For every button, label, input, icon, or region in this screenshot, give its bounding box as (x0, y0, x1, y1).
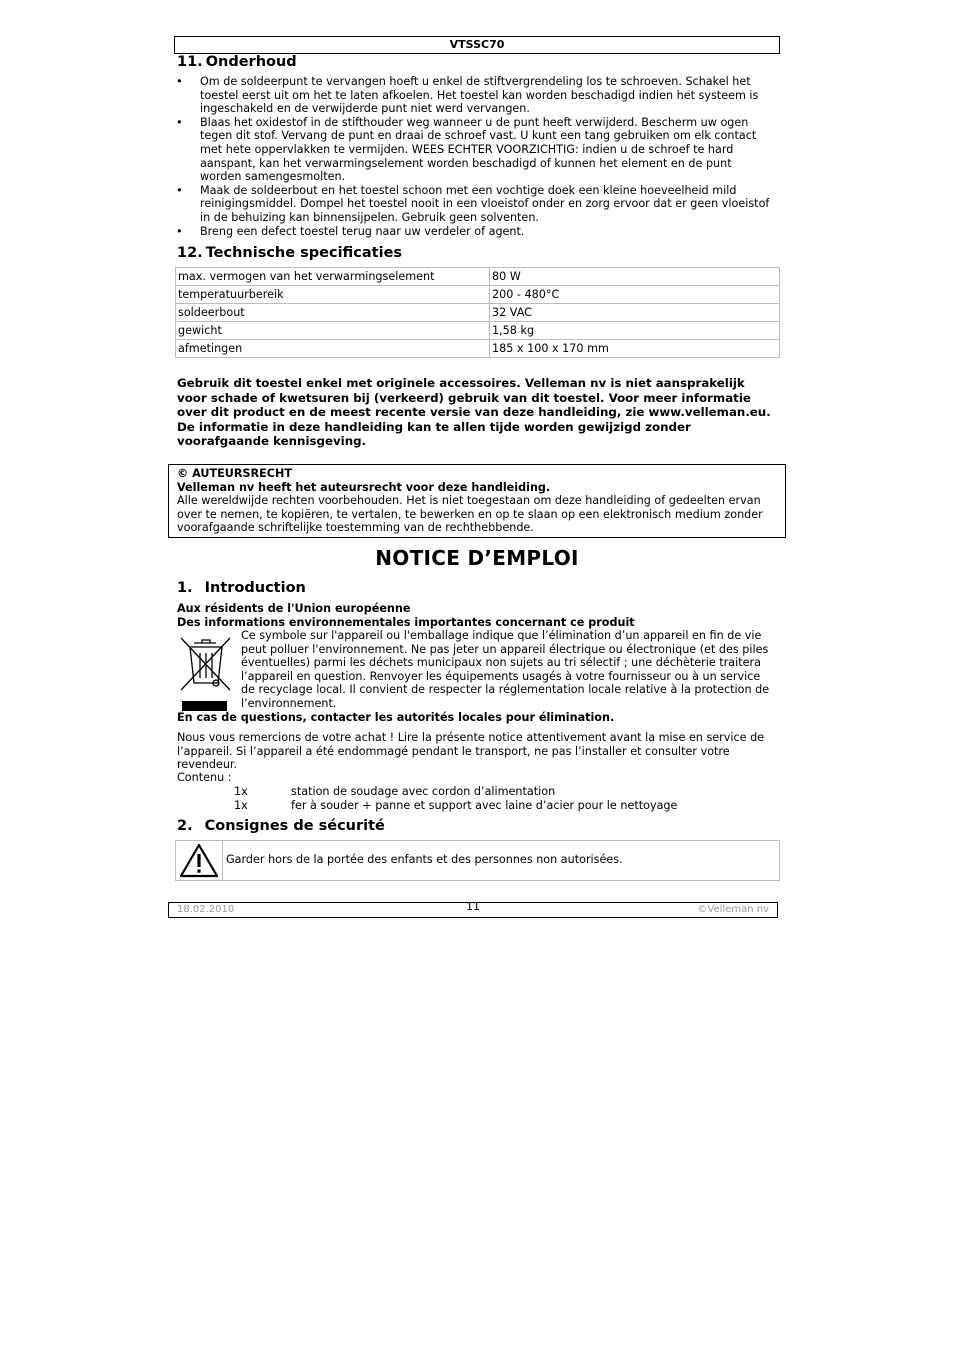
section-11-heading (177, 54, 297, 70)
copyright-subtitle: Velleman nv heeft het auteursrecht voor deze handleiding. (177, 480, 551, 494)
footer (168, 902, 778, 918)
contents-qty: 1x (234, 799, 248, 812)
copyright-title: © AUTEURSRECHT (177, 467, 292, 480)
section-12-heading (177, 245, 402, 261)
spec-label: afmetingen (176, 340, 490, 358)
page-number: 11 (466, 900, 480, 913)
warning-triangle-icon (179, 843, 219, 878)
contents-qty: 1x (234, 785, 248, 798)
section-number: 12. (177, 245, 203, 261)
list-item: • Om de soldeerpunt te vervangen hoeft u enkel de stiftvergrendeling los te schroeven. Schakel het toestel eerst uit om het te laten afkoelen. Het toestel kan worden beschadigd indien het systeem is ingeschakeld en de verwijderde punt niet werd vervangen. (174, 75, 776, 116)
spec-label: max. vermogen van het verwarmingselement (176, 268, 490, 286)
spec-label: gewicht (176, 322, 490, 340)
spec-value: 1,58 kg (490, 322, 780, 340)
table-row (176, 286, 780, 304)
table-row (176, 268, 780, 286)
footer-brand: ©Velleman nv (697, 904, 769, 915)
intro-heading (177, 580, 306, 596)
section-number: 1. (177, 580, 193, 596)
spec-value: 32 VAC (490, 304, 780, 322)
table-row (176, 340, 780, 358)
spec-label: soldeerbout (176, 304, 490, 322)
list-item: • Blaas het oxidestof in de stifthouder weg wanneer u de punt heeft verwijderd. Bescherm uw ogen tegen dit stof. Vervang de punt en draai de schroef vast. U kunt een tang gebruiken om elk contact met hete oppervlakken te vermijden. WEES ECHTER VOORZICHTIG: indien u de schroef te hard aanspant, kan het verwarmingselement worden beschadigd of kunnen het element en de punt worden samengesmolten. (174, 116, 776, 184)
weee-bin-icon (178, 633, 234, 713)
table-row (176, 304, 780, 322)
usage-notice-rest: Voor meer informatie over dit product en de meest recente versie van deze handleiding, zie www.velleman.eu. De informatie in deze handleiding kan te allen tijde worden gewijzigd zonder voorafgaande kennisgeving. (177, 390, 771, 449)
footer-date: 18.02.2010 (177, 904, 235, 915)
list-item: • Breng een defect toestel terug naar uw verdeler of agent. (174, 225, 776, 239)
eu-heading: Aux résidents de l'Union européenne (177, 602, 411, 615)
copyright-box (168, 464, 786, 538)
section-number: 11. (177, 54, 203, 70)
spec-value: 80 W (490, 268, 780, 286)
contents-item: fer à souder + panne et support avec laine d’acier pour le nettoyage (291, 799, 678, 812)
section-title: Consignes de sécurité (204, 818, 385, 834)
weee-text: Ce symbole sur l'appareil ou l'emballage indique que l’élimination d’un appareil en fin de vie peut polluer l'environnement. Ne pas jeter un appareil électrique ou électronique (et des piles éventuelles) parmi les déchets municipaux non sujets au tri sélectif ; une déchèterie traitera l’appareil en question. Renvoyer les équipements usagés à votre fournisseur ou à un service de recyclage local. Il convient de respecter la réglementation locale relative à la protection de l’environnement. (241, 629, 770, 710)
warning-text: Garder hors de la portée des enfants et des personnes non autorisées. (226, 853, 623, 866)
header-model: VTSSC70 (174, 36, 780, 54)
safety-heading (177, 818, 385, 834)
section-number: 2. (177, 818, 193, 834)
page-title: NOTICE D’EMPLOI (375, 546, 579, 570)
usage-notice-bold: Gebruik dit toestel enkel met originele accessoires. Velleman nv is niet aansprakelijk voor schade of kwetsuren bij (verkeerd) gebruik van dit toestel. (177, 376, 745, 405)
questions-text: En cas de questions, contacter les autorités locales pour élimination. (177, 711, 615, 724)
spec-value: 185 x 100 x 170 mm (490, 340, 780, 358)
contents-label: Contenu : (177, 771, 232, 784)
usage-notice (177, 376, 777, 449)
maintenance-list (174, 75, 776, 238)
contents-item: station de soudage avec cordon d’alimentation (291, 785, 556, 798)
section-title: Technische specificaties (205, 245, 403, 261)
table-row (176, 322, 780, 340)
copyright-text: Alle wereldwijde rechten voorbehouden. Het is niet toegestaan om deze handleiding of gedeelten ervan over te nemen, te kopiëren, te vertalen, te bewerken en op te slaan op een elektronisch medium zonder voorafgaande schriftelijke toestemming van de rechthebbende. (177, 494, 763, 535)
spec-label: temperatuurbereik (176, 286, 490, 304)
section-title: Introduction (204, 580, 306, 596)
section-title: Onderhoud (205, 54, 297, 70)
spec-table (175, 267, 780, 358)
spec-value: 200 - 480°C (490, 286, 780, 304)
warning-box (175, 840, 780, 881)
thanks-text: Nous vous remercions de votre achat ! Lire la présente notice attentivement avant la mise en service de l’appareil. Si l’appareil a été endommagé pendant le transport, ne pas l’installer et consulter votre revendeur. (177, 731, 765, 772)
list-item: • Maak de soldeerbout en het toestel schoon met een vochtige doek een kleine hoeveelheid mild reinigingsmiddel. Dompel het toestel nooit in een vloeistof onder en zorg ervoor dat er geen vloeistof in de behuizing kan binnensijpelen. Gebruik geen solventen. (174, 184, 776, 225)
env-heading: Des informations environnementales importantes concernant ce produit (177, 616, 635, 629)
